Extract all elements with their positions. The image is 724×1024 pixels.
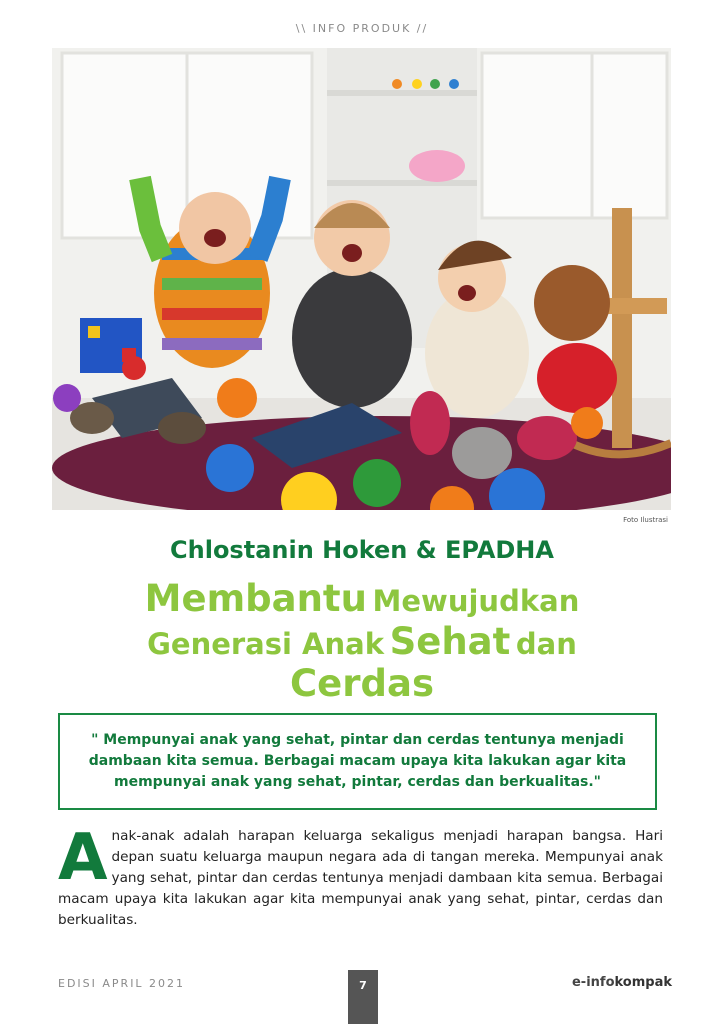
photo-credit: Foto Ilustrasi [623,516,668,524]
brand-prefix: e-info [571,975,615,990]
headline-word: Membantu [144,577,367,620]
edition-label: EDISI APRIL 2021 [58,977,186,990]
article-body [58,821,663,931]
pull-quote-box [58,713,657,810]
brand-strong: kompak [614,975,672,990]
pull-quote-text: " Mempunyai anak yang sehat, pintar dan cerdas tentunya menjadi dambaan kita semua. Berbagai macam upaya kita lakukan agar kita mempunyai anak yang sehat, pintar, cerdas dan berkualitas." [88,732,627,790]
article-paragraph: nak-anak adalah harapan keluarga sekaligus menjadi harapan bangsa. Hari depan suatu keluarga maupun negara ada di tangan mereka. Mempunyai anak yang sehat, pintar dan cerdas tentunya menjadi dambaan kita semua. Berbagai macam upaya kita lakukan agar kita mempunyai anak yang sehat, pintar, cerdas dan berkualitas. [58,828,663,928]
headline-line-3 [0,663,724,706]
headline-line-2 [0,621,724,664]
illustration-photo [52,48,671,510]
drop-cap: A [58,821,108,895]
headline-word: Cerdas [290,662,434,706]
article-headline [0,578,724,706]
headline-line-1 [0,578,724,621]
section-label: \\ INFO PRODUK // [295,22,429,35]
brand-logo [572,975,672,990]
headline-word: dan [515,626,577,661]
page-number: 7 [348,970,378,1024]
headline-word: Sehat [389,619,511,663]
headline-word: Mewujudkan [372,584,580,618]
article-subtitle: Chlostanin Hoken & EPADHA [170,536,554,564]
headline-word: Generasi Anak [147,626,384,661]
